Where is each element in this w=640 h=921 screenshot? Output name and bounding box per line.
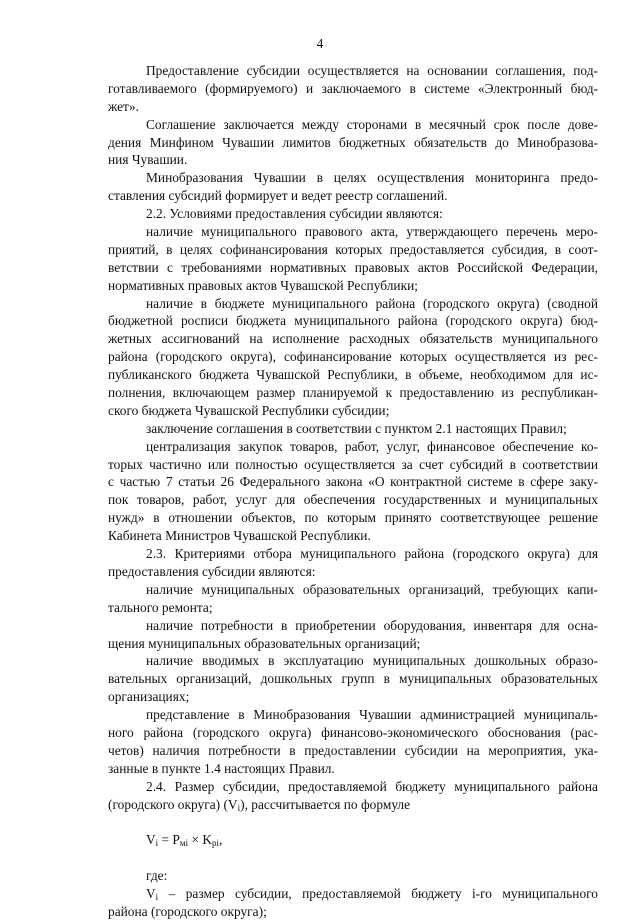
text-line: ветствии с требованиями нормативных правовых актов Российской Федерации, [108,259,598,275]
text-line: наличие вводимых в эксплуатацию муниципальных дошкольных образо- [146,653,598,669]
section-heading: 2.2. Условиями предоставления субсидии являются: [146,206,443,222]
subscript: мi [179,838,189,849]
text-line: предоставления субсидии являются: [108,563,316,579]
text-line [108,885,598,903]
formula-var: V [146,832,156,848]
text-line: Предоставление субсидии осуществляется на основании соглашения, под- [146,63,598,78]
text-fragment: ), рассчитывается по формуле [240,796,411,812]
text-line: централизация закупок товаров, работ, услуг, финансовое обеспечение ко- [146,438,598,454]
text-line: ставления субсидий формирует и ведет реестр соглашений. [108,188,448,204]
text-line: нужд» в отношении объектов, по которым принято соответствующее решение [108,510,598,526]
section-heading: 2.3. Критериями отбора муниципального района (городского округа) для [146,546,598,562]
text-line: Кабинета Министров Чувашской Республики. [108,528,371,544]
subscript: i [237,802,241,813]
text-line: наличие потребности в приобретении оборудования, инвентаря для осна- [146,617,598,633]
text-line: вательных организаций, дошкольных групп в муниципальных образовательных [108,671,598,687]
text-line: ния Чувашии. [108,152,188,168]
spacer [108,849,598,867]
text-line: наличие в бюджете муниципального района (городского округа) (сводной [146,295,598,311]
text-line: готавливаемого (формируемого) и заключаемого в системе «Электронный бюд- [108,80,598,96]
text-line: бюджетной росписи бюджета муниципального района (городского округа) бюд- [108,313,598,329]
subscript: i [155,891,159,902]
text-line: пок товаров, работ, услуг для обеспечения государственных и муниципальных [108,492,598,508]
document-body [108,62,598,921]
formula-op: × K [188,832,213,848]
text-line: публиканского бюджета Чувашской Республики, в объеме, необходимом для ис- [108,367,598,383]
text-line: жет». [108,98,139,114]
text-line: щения муниципальных образовательных организаций; [108,635,421,651]
text-line: где: [146,868,168,884]
text-line: наличие муниципального правового акта, утверждающего перечень меро- [146,224,598,240]
text-line: жетных ассигнований на исполнение расходных обязательств муниципального [108,331,598,347]
text-line: организациях; [108,689,190,705]
text-line: представление в Минобразования Чувашии администрацией муниципаль- [146,707,598,723]
subscript: pi [212,838,220,849]
text-line: района (городского округа); [108,903,267,919]
spacer [108,813,598,831]
text-line: нормативных правовых актов Чувашской Республики; [108,277,418,293]
formula-op: = P [158,832,180,848]
text-fragment: (городского округа) (V [108,796,238,812]
text-line: приятий, в целях софинансирования которых предоставляется субсидия, в соот- [108,241,598,257]
text-line: Минобразования Чувашии в целях осуществления мониторинга предо- [146,170,598,186]
subscript: i [155,838,159,849]
text-line: четов) наличия потребности в предоставлении субсидии на мероприятия, ука- [108,742,598,758]
section-heading: 2.4. Размер субсидии, предоставляемой бюджету муниципального района [146,778,598,794]
text-line: полнения, включающем размер планируемой к предоставлению из республикан- [108,385,598,401]
formula-punct: , [219,832,223,848]
text-line: наличие муниципальных образовательных организаций, требующих капи- [146,581,598,597]
formula-var: V [146,885,156,901]
text-line: занные в пункте 1.4 настоящих Правил. [108,760,335,776]
text-line: Соглашение заключается между сторонами в месячный срок после дове- [146,116,598,132]
text-line: с частью 7 статьи 26 Федерального закона «О контрактной системе в сфере заку- [108,474,598,490]
text-line [108,796,598,814]
text-line: ского бюджета Чувашской Республики субсидии; [108,402,390,418]
text-line: тального ремонта; [108,599,213,615]
text-line: заключение соглашения в соответствии с пунктом 2.1 настоящих Правил; [146,420,567,436]
text-line: дения Минфином Чувашии лимитов бюджетных обязательств до Минобразова- [108,134,598,150]
text-fragment: – размер субсидии, предоставляемой бюджету i-го муниципального [158,885,598,901]
formula [108,831,598,849]
text-line: торых частично или полностью осуществляется за счет субсидий в соответствии [108,456,598,472]
text-line: района (городского округа), софинансирование которых осуществляется из рес- [108,349,598,365]
text-line: ного района (городского округа) финансово-экономического обоснования (рас- [108,724,598,740]
page-number: 4 [316,36,324,51]
